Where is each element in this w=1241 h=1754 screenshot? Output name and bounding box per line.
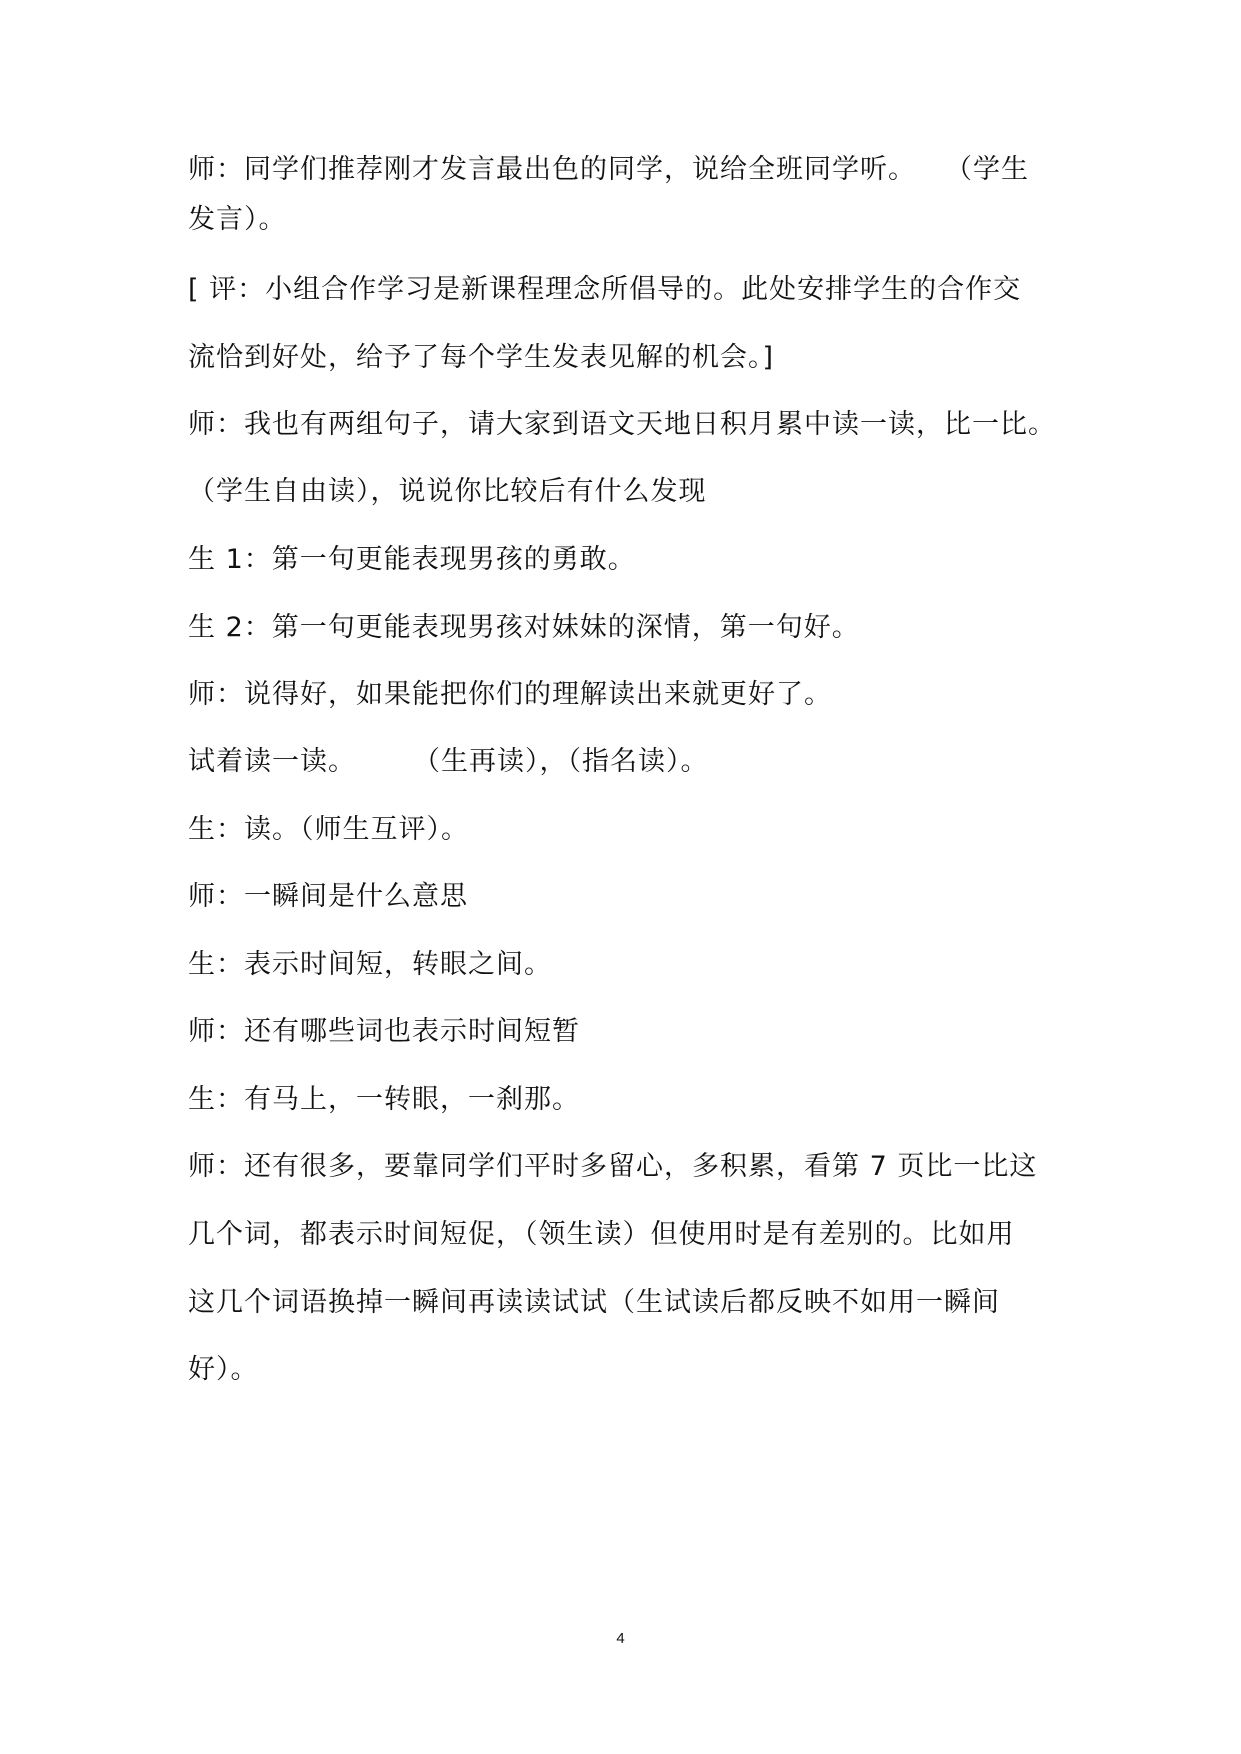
page-number: 4 (616, 1630, 625, 1647)
text-line: 发言）。 (188, 204, 287, 235)
text-line: 师：说得好，如果能把你们的理解读出来就更好了。 (188, 679, 832, 710)
text-line: 生：有马上，一转眼，一刹那。 (188, 1084, 580, 1115)
text-line: 师：一瞬间是什么意思 (188, 881, 468, 912)
text-line: 生：读。（师生互评）。 (188, 814, 469, 845)
text-line: （学生自由读），说说你比较后有什么发现 (188, 476, 707, 507)
text-line: [ 评：小组合作学习是新课程理念所倡导的。此处安排学生的合作交 (188, 274, 1022, 305)
text-line: 流恰到好处，给予了每个学生发表见解的机会。] (188, 342, 775, 373)
text-line: 几个词，都表示时间短促，（领生读）但使用时是有差别的。比如用 (188, 1219, 1015, 1250)
text-line: 这几个词语换掉一瞬间再读读试试（生试读后都反映不如用一瞬间 (188, 1287, 1000, 1318)
text-line: 师：同学们推荐刚才发言最出色的同学，说给全班同学听。 （学生 (188, 154, 1029, 185)
text-line: 生 1：第一句更能表现男孩的勇敢。 (188, 544, 636, 575)
text-line: 生：表示时间短，转眼之间。 (188, 949, 552, 980)
text-line: 师：还有很多，要靠同学们平时多留心，多积累，看第 7 页比一比这 (188, 1151, 1038, 1182)
text-line: 好）。 (188, 1354, 259, 1385)
text-line: 试着读一读。 （生再读），（指名读）。 (188, 746, 709, 777)
text-line: 生 2：第一句更能表现男孩对妹妹的深情，第一句好。 (188, 612, 860, 643)
text-line: 师：还有哪些词也表示时间短暂 (188, 1016, 580, 1047)
text-line: 师：我也有两组句子，请大家到语文天地日积月累中读一读，比一比。 (188, 409, 1056, 440)
